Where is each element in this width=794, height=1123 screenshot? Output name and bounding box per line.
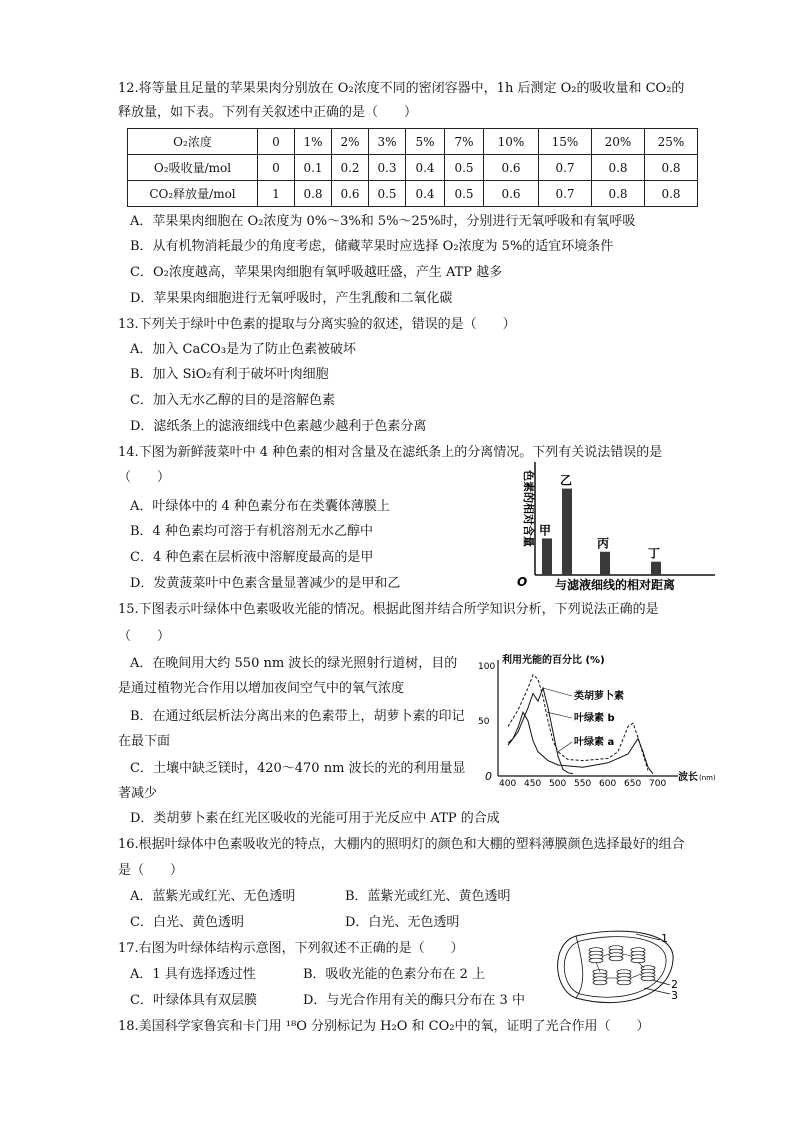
q15-stem: 15.下图表示叶绿体中色素吸收光能的情况。根据此图并结合所学知识分析，下列说法正确的是 [118, 602, 659, 617]
x-tick-label: 500 [549, 779, 567, 789]
bar-label-2: 乙 [560, 473, 573, 488]
x-tick-label: 600 [599, 779, 617, 789]
q14-option-d: D．发黄菠菜叶中色素含量显著减少的是甲和乙 [130, 576, 401, 591]
q16-option-b: B．蓝紫光或红光、黄色透明 [345, 889, 511, 904]
q13-option-a: A．加入 CaCO₃是为了防止色素被破坏 [130, 342, 357, 357]
cutaway-edge [576, 936, 583, 998]
stroma-lamella [603, 954, 609, 956]
table-cell: 7% [445, 129, 484, 155]
table-row [128, 155, 698, 181]
q14-option-c: C．4 种色素在层析液中溶解度最高的是甲 [130, 550, 374, 565]
y-tick-label: 100 [478, 662, 496, 672]
legend-leader-3 [558, 742, 572, 752]
q14-option-a: A．叶绿体中的 4 种色素分布在类囊体薄膜上 [130, 499, 390, 514]
q13-option-b: B．加入 SiO₂有利于破坏叶肉细胞 [130, 367, 329, 382]
row-header-cell: CO₂释放量/mol [128, 181, 258, 207]
label-2: 2 [671, 978, 678, 991]
table-cell: 0.4 [406, 181, 445, 207]
q15-option-d: D．类胡萝卜素在红光区吸收的光能可用于光反应中 ATP 的合成 [130, 811, 500, 826]
table-cell: 0.4 [406, 155, 445, 181]
bar-2 [562, 489, 572, 575]
q17-option-d: D．与光合作用有关的酶只分布在 3 中 [303, 993, 525, 1008]
q12-option-c: C．O₂浓度越高，苹果果肉细胞有氧呼吸越旺盛，产生 ATP 越多 [130, 265, 503, 280]
bar-label-3: 丙 [597, 536, 610, 551]
row-header-cell: O₂浓度 [128, 129, 258, 155]
row-header-cell: O₂吸收量/mol [128, 155, 258, 181]
table-cell: 0.2 [332, 155, 369, 181]
origin-label: O [517, 575, 528, 589]
table-cell: 3% [369, 129, 406, 155]
table-cell: 0.6 [484, 155, 539, 181]
legend-label-1: 类胡萝卜素 [574, 691, 624, 702]
q15-stem-line2: （ ） [118, 629, 171, 644]
x-axis-label: 波长 [678, 772, 698, 783]
q15-option-c: C．土壤中缺乏镁时，420～470 nm 波长的光的利用量显著减少 [118, 761, 466, 801]
origin-label: 0 [485, 770, 492, 783]
o2-table [127, 128, 698, 207]
q13-option-d: D．滤纸条上的滤液细线中色素越少越利于色素分离 [130, 419, 427, 434]
pigment-bar-chart [505, 460, 735, 592]
q16-stem-line2: 是（ ） [118, 863, 184, 878]
x-tick-label: 450 [524, 779, 542, 789]
chart-title: 利用光能的百分比 (%) [502, 655, 605, 666]
table-cell: 0.6 [332, 181, 369, 207]
table-cell: 0.8 [295, 181, 332, 207]
label-3: 3 [671, 989, 678, 1002]
table-cell: 0 [258, 155, 295, 181]
x-tick-label: 650 [624, 779, 642, 789]
q16-option-d: D．白光、无色透明 [345, 915, 460, 930]
legend-label-3: 叶绿素 a [574, 737, 615, 748]
q13-option-c: C．加入无水乙醇的目的是溶解色素 [130, 393, 335, 408]
table-cell: 2% [332, 129, 369, 155]
q15-option-b: B．在通过纸层析法分离出来的色素带上，胡萝卜素的印记在最下面 [118, 709, 465, 749]
table-cell: 0 [258, 129, 295, 155]
legend-label-2: 叶绿素 b [574, 713, 615, 724]
x-tick-label: 400 [499, 779, 517, 789]
q12-option-d: D．苹果果肉细胞进行无氧呼吸时，产生乳酸和二氧化碳 [130, 291, 453, 306]
legend-leader-2 [547, 712, 572, 718]
x-tick-label: 700 [649, 779, 667, 789]
table-cell: 1 [258, 181, 295, 207]
q17-option-b: B．吸收光能的色素分布在 2 上 [303, 967, 486, 982]
table-cell: 0.5 [445, 181, 484, 207]
q16-option-a: A．蓝紫光或红光、无色透明 [130, 889, 296, 904]
q16-stem-line1: 16.根据叶绿体中色素吸收光的特点，大棚内的照明灯的颜色和大棚的塑料薄膜颜色选择最好的组合 [118, 837, 685, 852]
bar-label-1: 甲 [539, 523, 552, 538]
table-row [128, 129, 698, 155]
table-cell: 0.1 [295, 155, 332, 181]
table-cell: 1% [295, 129, 332, 155]
q18-stem: 18.美国科学家鲁宾和卡门用 ¹⁸O 分别标记为 H₂O 和 CO₂中的氧，证明了光合作用（ ） [118, 1019, 650, 1034]
bar-3 [600, 552, 610, 575]
q14-option-b: B．4 种色素均可溶于有机溶剂无水乙醇中 [130, 524, 373, 539]
bar-4 [651, 562, 661, 575]
table-cell: 5% [406, 129, 445, 155]
bar-label-4: 丁 [648, 546, 661, 561]
legend-leader-1 [543, 688, 572, 696]
y-tick-label: 50 [478, 717, 490, 727]
thylakoid-disc [593, 980, 607, 985]
q16-option-c: C．白光、黄色透明 [130, 915, 244, 930]
table-cell: 0.3 [369, 155, 406, 181]
stroma-lamella [623, 954, 631, 956]
bar-1 [542, 538, 552, 575]
q12-option-b: B．从有机物消耗最少的角度考虑，储藏苹果时应选择 O₂浓度为 5%的适宜环境条件 [130, 239, 614, 254]
absorption-spectrum-chart [478, 650, 723, 790]
q13-stem: 13.下列关于绿叶中色素的提取与分离实验的叙述，错误的是（ ） [118, 317, 516, 332]
series-line-1 [508, 688, 573, 774]
table-cell: 0.7 [539, 155, 592, 181]
q17-stem: 17.右图为叶绿体结构示意图，下列叙述不正确的是（ ） [118, 941, 464, 956]
table-cell: 0.5 [445, 155, 484, 181]
chloroplast-diagram [548, 926, 688, 1014]
q14-stem-line2: （ ） [118, 470, 171, 485]
table-cell: 0.8 [645, 181, 698, 207]
table-cell: 0.8 [645, 155, 698, 181]
label-1: 1 [661, 932, 668, 945]
table-cell: 0.5 [369, 181, 406, 207]
q12-stem-line1: 12.将等量且足量的苹果果肉分别放在 O₂浓度不同的密闭容器中，1h 后测定 O₂的吸收量和 CO₂的 [118, 81, 685, 96]
table-cell: 0.6 [484, 181, 539, 207]
q17-option-c: C．叶绿体具有双层膜 [130, 993, 257, 1008]
table-cell: 0.7 [539, 181, 592, 207]
table-cell: 0.8 [592, 181, 645, 207]
x-tick-label: 550 [574, 779, 592, 789]
q14-stem-line1: 14.下图为新鲜菠菜叶中 4 种色素的相对含量及在滤纸条上的分离情况。下列有关说法错误的是 [118, 445, 663, 460]
table-cell: 25% [645, 129, 698, 155]
q17-option-a: A．1 具有选择透过性 [130, 967, 256, 982]
table-cell: 20% [592, 129, 645, 155]
x-axis-label: 与滤液细线的相对距离 [555, 578, 676, 592]
table-cell: 15% [539, 129, 592, 155]
q12-stem-line2: 释放量，如下表。下列有关叙述中正确的是（ ） [118, 105, 418, 120]
thylakoid-disc [609, 956, 623, 961]
thylakoid-disc [617, 980, 631, 985]
table-cell: 10% [484, 129, 539, 155]
stroma-lamella [631, 974, 641, 978]
y-axis-label: 色素的相对含量 [522, 470, 535, 547]
table-cell: 0.8 [592, 155, 645, 181]
outer-membrane [558, 931, 674, 1003]
q12-option-a: A．苹果果肉细胞在 O₂浓度为 0%～3%和 5%～25%时，分别进行无氧呼吸和有氧呼吸 [130, 214, 636, 229]
q15-option-a: A．在晚间用大约 550 nm 波长的绿光照射行道树，目的是通过植物光合作用以增加夜间空气中的氧气浓度 [118, 656, 458, 696]
table-row [128, 181, 698, 207]
x-axis-unit: (nm) [699, 774, 716, 782]
